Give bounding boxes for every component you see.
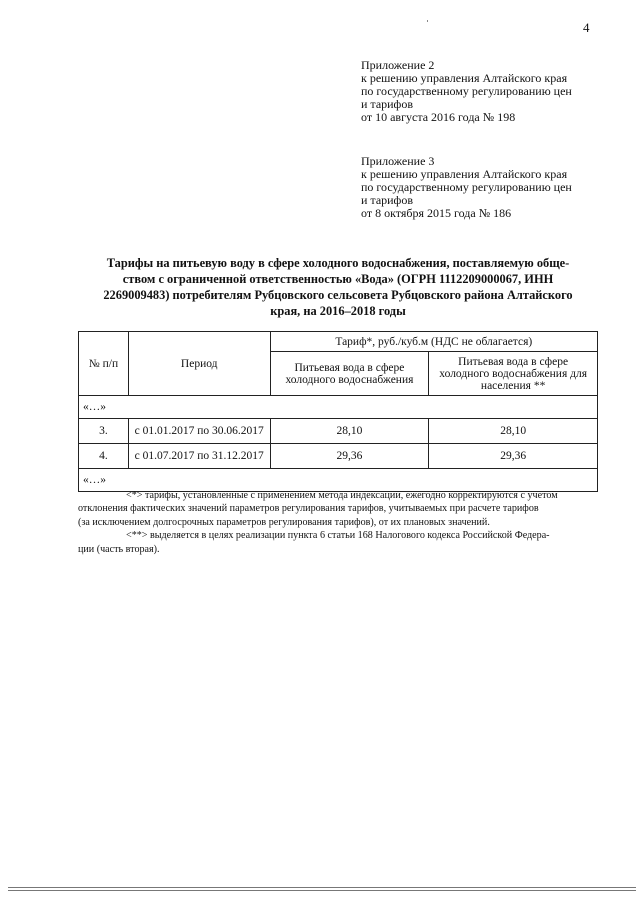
footnote-2-line: ции (часть вторая). bbox=[78, 543, 160, 555]
tariff-table bbox=[78, 331, 598, 492]
appendix-3-line: к решению управления Алтайского края bbox=[361, 167, 568, 181]
appendix-2-line: и тарифов bbox=[361, 97, 414, 111]
appendix-2-line: к решению управления Алтайского края bbox=[361, 71, 568, 85]
title-line: 2269009483) потребителям Рубцовского сельсовета Рубцовского района Алтайского bbox=[103, 288, 573, 302]
appendix-3-line: по государственному регулированию цен bbox=[361, 180, 572, 194]
row-tariff-2: 29,36 bbox=[429, 444, 598, 469]
row-tariff-1: 29,36 bbox=[270, 444, 429, 469]
footnote-1-line: отклонения фактических значений параметров регулирования тарифов, учитываемых при расчете тарифов bbox=[78, 503, 539, 515]
table-row bbox=[79, 419, 598, 444]
row-num: 4. bbox=[79, 444, 129, 469]
row-tariff-2: 28,10 bbox=[429, 419, 598, 444]
appendix-3-line: от 8 октября 2015 года № 186 bbox=[361, 206, 512, 220]
row-num: 3. bbox=[79, 419, 129, 444]
footnotes bbox=[78, 489, 598, 556]
title-line: Тарифы на питьевую воду в сфере холодного водоснабжения, поставляемую обще- bbox=[106, 256, 570, 270]
page-number: 4 bbox=[583, 20, 590, 35]
appendix-2-line: от 10 августа 2016 года № 198 bbox=[361, 110, 516, 124]
row-period: с 01.07.2017 по 31.12.2017 bbox=[128, 444, 270, 469]
header-period: Период bbox=[128, 332, 270, 396]
scan-speck bbox=[427, 20, 428, 22]
document-title bbox=[78, 255, 598, 319]
footnote-1-line: <*> тарифы, установленные с применением метода индексации, ежегодно корректируются с учетом bbox=[126, 490, 558, 501]
footnote-2-line: <**> выделяется в целях реализации пункта 6 статьи 168 Налогового кодекса Российской Федера- bbox=[126, 530, 550, 542]
bottom-rule bbox=[8, 890, 636, 891]
footnote-1-line: (за исключением долгосрочных параметров регулирования тарифов), от их плановых значений. bbox=[78, 516, 490, 528]
appendix-2-line: по государственному регулированию цен bbox=[361, 84, 572, 98]
header-drinking-water-population: Питьевая вода в сфере холодного водоснабжения для населения ** bbox=[429, 352, 598, 396]
ellipsis-row: «…» bbox=[79, 396, 598, 419]
row-tariff-1: 28,10 bbox=[270, 419, 429, 444]
header-drinking-water: Питьевая вода в сфере холодного водоснабжения bbox=[270, 352, 429, 396]
appendix-2-line: Приложение 2 bbox=[361, 58, 435, 72]
title-line: ством с ограниченной ответственностью «Вода» (ОГРН 1112209000067, ИНН bbox=[122, 272, 554, 286]
appendix-3-header bbox=[361, 155, 626, 220]
header-num: № п/п bbox=[79, 332, 129, 396]
appendix-3-line: Приложение 3 bbox=[361, 154, 435, 168]
row-period: с 01.01.2017 по 30.06.2017 bbox=[128, 419, 270, 444]
ellipsis-row: «…» bbox=[79, 469, 598, 492]
header-tariff: Тариф*, руб./куб.м (НДС не облагается) bbox=[270, 332, 597, 352]
appendix-2-header bbox=[361, 59, 626, 124]
title-line: края, на 2016–2018 годы bbox=[270, 304, 406, 318]
appendix-3-line: и тарифов bbox=[361, 193, 414, 207]
table-row bbox=[79, 444, 598, 469]
bottom-rule bbox=[8, 887, 636, 888]
